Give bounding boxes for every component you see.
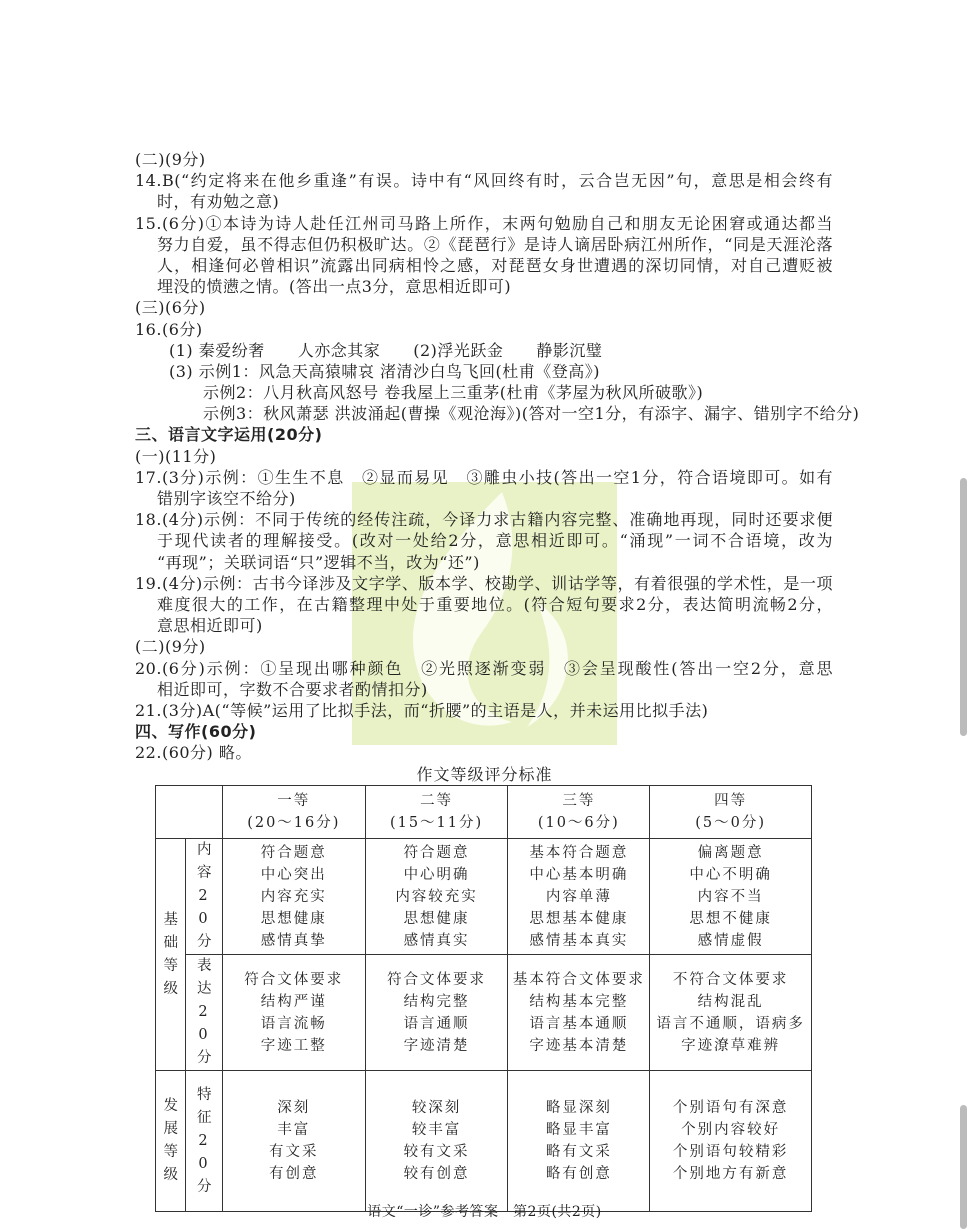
text-line: 意思相近即可) [157, 616, 263, 636]
table-header-row [156, 786, 812, 839]
table-row [156, 839, 812, 955]
header-cell: 一等 (20～16分) [222, 786, 365, 839]
table-title: 作文等级评分标准 [416, 765, 553, 784]
table-row [156, 955, 812, 1071]
text-line: 22.(60分) 略。 [135, 743, 252, 763]
subcategory-cell: 特征20分 [185, 1071, 222, 1212]
subcategory-cell: 内容20分 [185, 839, 222, 955]
category-cell: 发展等级 [156, 1071, 186, 1212]
table-cell: 符合文体要求 结构严谨 语言流畅 字迹工整 [222, 955, 365, 1071]
table-cell: 深刻 丰富 有文采 有创意 [222, 1071, 365, 1212]
text-line: (二)(9分) [135, 637, 206, 657]
table-cell: 个别语句有深意 个别内容较好 个别语句较精彩 个别地方有新意 [650, 1071, 812, 1212]
text-line: 相近即可，字数不合要求者酌情扣分) [157, 679, 428, 699]
table-cell: 较深刻 较丰富 较有文采 较有创意 [365, 1071, 508, 1212]
header-cell: 四等 (5～0分) [650, 786, 812, 839]
section-heading: 四、写作(60分) [135, 722, 257, 742]
text-line: 示例3：秋风萧瑟 洪波涌起(曹操《观沧海》)(答对一空1分，有添字、漏字、错别字不给分) [203, 404, 860, 424]
table-cell: 不符合文体要求 结构混乱 语言不通顺，语病多 字迹潦草难辨 [650, 955, 812, 1071]
subcategory-cell: 表达20分 [185, 955, 222, 1071]
table-cell: 符合文体要求 结构完整 语言通顺 字迹清楚 [365, 955, 508, 1071]
table-cell: 符合题意 中心明确 内容较充实 思想健康 感情真实 [365, 839, 508, 955]
table-row [156, 1071, 812, 1212]
text-line: 人，相逢何必曾相识”流露出同病相怜之感，对琵琶女身世遭遇的深切同情，对自己遭贬被 [157, 255, 833, 275]
section-heading: 三、语言文字运用(20分) [135, 425, 323, 445]
corner-cell [156, 786, 223, 839]
text-line: 14.B(“约定将来在他乡重逢”有误。诗中有“风回终有时，云合岂无因”句，意思是相会终有 [135, 171, 833, 191]
scrollbar-thumb[interactable] [960, 478, 967, 736]
text-line: 努力自爱，虽不得志但仍积极旷达。②《琵琶行》是诗人谪居卧病江州所作，“同是天涯沦落 [157, 234, 833, 254]
text-line: 17.(3分)示例：①生生不息 ②显而易见 ③雕虫小技(答出一空1分，符合语境即可。如有 [135, 467, 833, 487]
table-cell: 基本符合题意 中心基本明确 内容单薄 思想基本健康 感情基本真实 [508, 839, 650, 955]
text-line: 错别字该空不给分) [157, 489, 296, 508]
text-line: (1) 秦爱纷奢 人亦念其家 (2)浮光跃金 静影沉璧 [169, 340, 603, 360]
page-footer: 语文“一诊”参考答案 第2页(共2页) [367, 1204, 602, 1220]
table-cell: 符合题意 中心突出 内容充实 思想健康 感情真挚 [222, 839, 365, 955]
table-cell: 偏离题意 中心不明确 内容不当 思想不健康 感情虚假 [650, 839, 812, 955]
header-cell: 三等 (10～6分) [508, 786, 650, 839]
text-line: “再现”；关联词语“只”逻辑不当，改为“还”) [157, 552, 480, 572]
text-line: 埋没的愤懑之情。(答出一点3分，意思相近即可) [157, 277, 512, 297]
text-line: 20.(6分)示例：①呈现出哪种颜色 ②光照逐渐变弱 ③会呈现酸性(答出一空2分，意思 [135, 658, 833, 678]
text-line: (3) 示例1：风急天高猿啸哀 渚清沙白鸟飞回(杜甫《登高》) [169, 361, 601, 381]
table-cell: 基本符合文体要求 结构基本完整 语言基本通顺 字迹基本清楚 [508, 955, 650, 1071]
category-cell: 基础等级 [156, 839, 186, 1071]
text-line: 21.(3分)A(“等候”运用了比拟手法，而“折腰”的主语是人，并未运用比拟手法) [135, 700, 709, 720]
text-line: 19.(4分)示例：古书今译涉及文字学、版本学、校勘学、训诂学等，有着很强的学术性，是一项 [135, 573, 833, 593]
text-line: 难度很大的工作，在古籍整理中处于重要地位。(符合短句要求2分，表达简明流畅2分， [157, 594, 833, 614]
text-line: 18.(4分)示例：不同于传统的经传注疏，今译力求古籍内容完整、准确地再现，同时还要求便 [135, 510, 833, 530]
header-cell: 二等 (15～11分) [365, 786, 508, 839]
scoring-table [155, 785, 812, 1212]
text-line: (二)(9分) [135, 150, 206, 169]
table-cell: 略显深刻 略显丰富 略有文采 略有创意 [508, 1071, 650, 1212]
answer-text [135, 149, 860, 763]
text-line: (一)(11分) [135, 446, 217, 466]
text-line: 于现代读者的理解接受。(改对一处给2分，意思相近即可。“涌现”一词不合语境，改为 [157, 531, 833, 551]
text-line: 16.(6分) [135, 319, 203, 339]
text-line: 时，有劝勉之意) [157, 192, 280, 212]
text-line: 15.(6分)①本诗为诗人赴任江州司马路上所作，末两句勉励自己和朋友无论困窘或通达都当 [135, 213, 833, 233]
text-line: (三)(6分) [135, 298, 206, 318]
text-line: 示例2：八月秋高风怒号 卷我屋上三重茅(杜甫《茅屋为秋风所破歌》) [203, 383, 704, 403]
scrollbar-thumb-secondary[interactable] [960, 1105, 967, 1229]
